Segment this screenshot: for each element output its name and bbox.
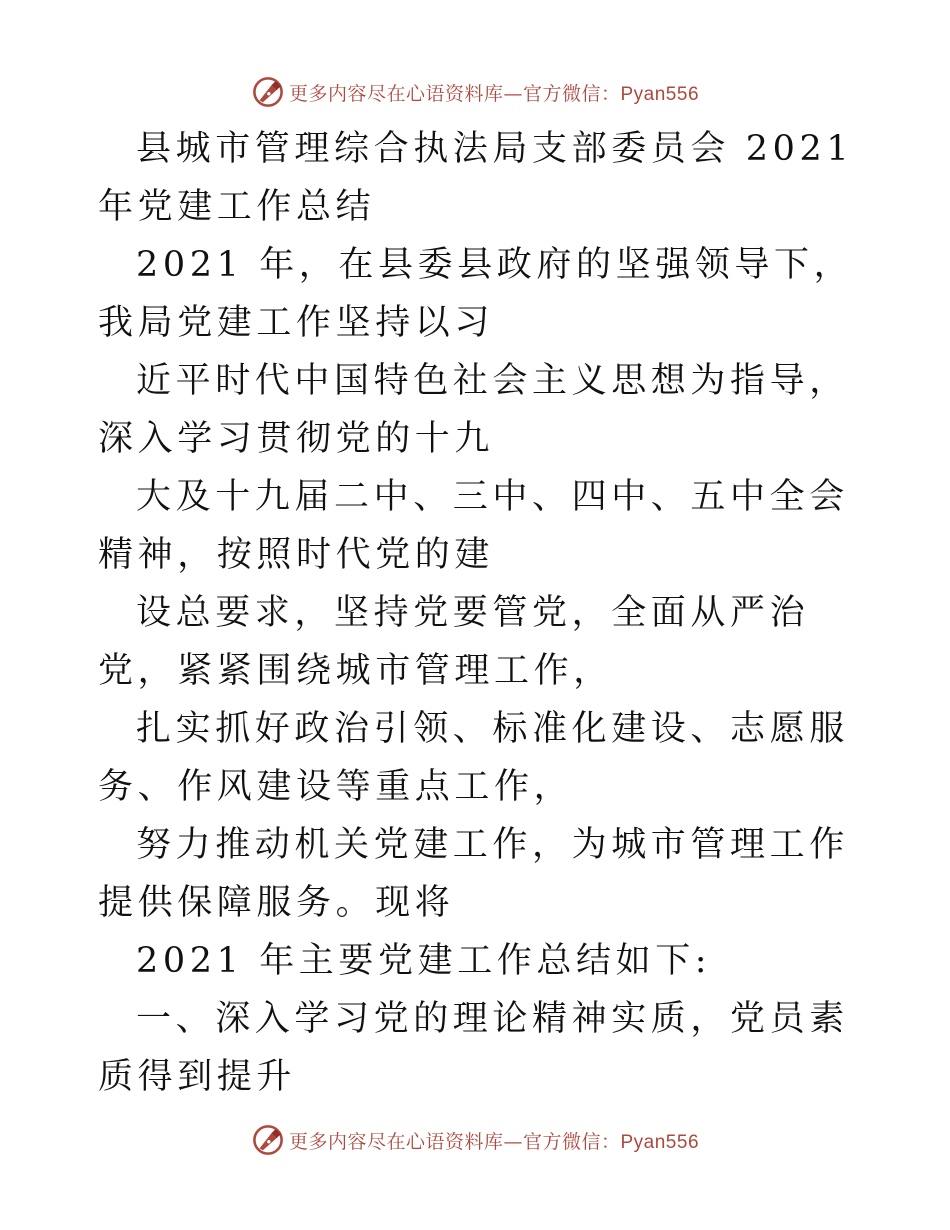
watermark-footer <box>0 1120 950 1160</box>
document-body <box>98 120 858 1106</box>
section-heading: 一、深入学习党的理论精神实质，党员素质得到提升 <box>98 999 849 1097</box>
paragraph: 设总要求，坚持党要管党，全面从严治党，紧紧围绕城市管理工作， <box>98 593 810 691</box>
watermark-text: 更多内容尽在心语资料库—官方微信：Pyan556 <box>288 82 700 105</box>
paragraph: 努力推动机关党建工作，为城市管理工作提供保障服务。现将 <box>98 825 849 923</box>
pen-nib-logo-icon <box>251 75 285 109</box>
watermark-text: 更多内容尽在心语资料库—官方微信：Pyan556 <box>288 1130 700 1153</box>
paragraph: 近平时代中国特色社会主义思想为指导，深入学习贯彻党的十九 <box>98 361 849 459</box>
paragraph: 大及十九届二中、三中、四中、五中全会精神，按照时代党的建 <box>98 477 849 575</box>
paragraph: 2021 年主要党建工作总结如下: <box>136 941 712 981</box>
pen-nib-logo-icon <box>251 1123 285 1157</box>
document-title: 县城市管理综合执法局支部委员会 2021 年党建工作总结 <box>98 129 854 227</box>
paragraph: 2021 年，在县委县政府的坚强领导下，我局党建工作坚持以习 <box>98 245 854 343</box>
paragraph: 扎实抓好政治引领、标准化建设、志愿服务、作风建设等重点工作， <box>98 709 849 807</box>
watermark-header <box>0 72 950 112</box>
